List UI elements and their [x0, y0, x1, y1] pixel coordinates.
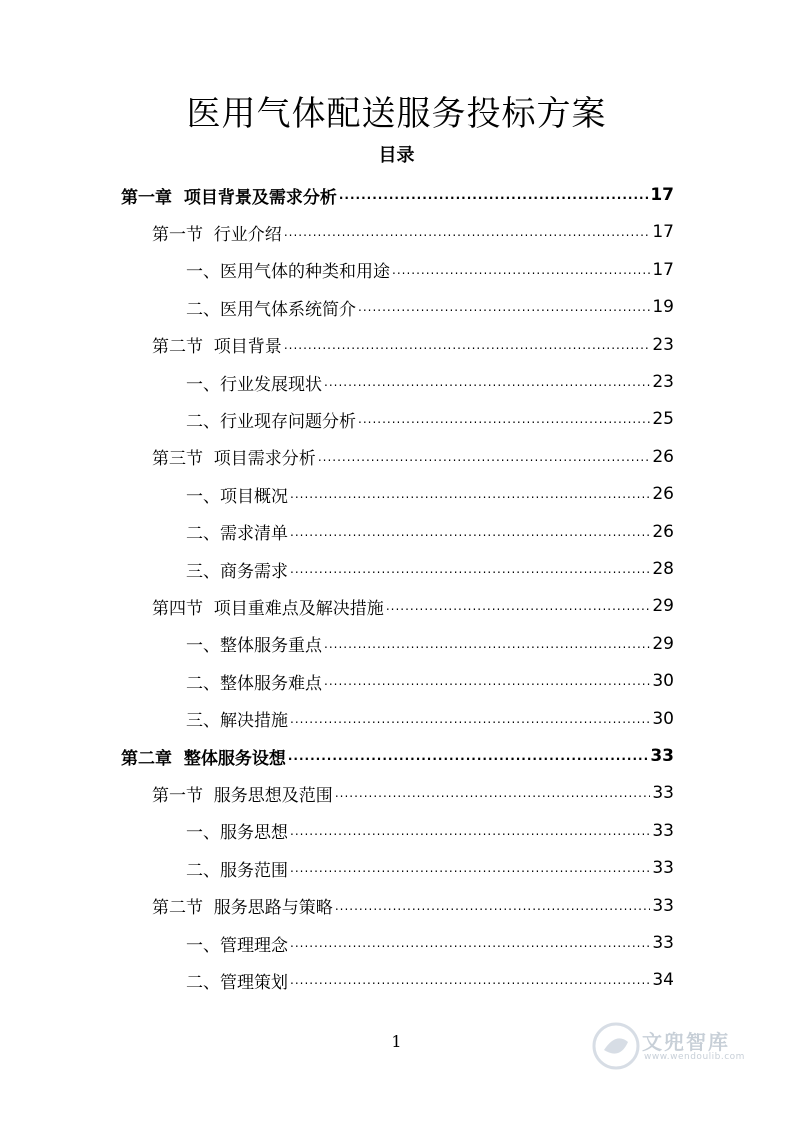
toc-entry-page: 29 [652, 633, 674, 654]
toc-entry-label: 二、医用气体系统简介 [186, 299, 356, 320]
toc-entry[interactable] [152, 779, 674, 807]
toc-dot-leader [335, 782, 651, 804]
toc-dot-leader [324, 633, 650, 655]
toc-dot-leader [386, 595, 651, 617]
toc-entry-page: 26 [652, 446, 674, 467]
watermark-url: www.wendoulib.com [644, 1052, 745, 1062]
watermark [590, 1020, 760, 1072]
toc-entry-label: 第二节 项目背景 [152, 337, 282, 358]
toc-entry[interactable] [186, 966, 674, 994]
toc-entry-label: 一、管理理念 [186, 935, 288, 956]
toc-entry[interactable] [186, 368, 674, 396]
toc-entry[interactable] [186, 256, 674, 284]
toc-entry-label: 第四节 项目重难点及解决措施 [152, 598, 384, 619]
toc-entry-label: 第一节 服务思想及范围 [152, 785, 333, 806]
toc-heading: 目录 [378, 145, 415, 166]
toc-entry-label: 二、整体服务难点 [186, 673, 322, 694]
toc-entry[interactable] [186, 630, 674, 658]
toc-entry[interactable] [152, 443, 674, 471]
toc-dot-leader [324, 371, 650, 393]
toc-entry-page: 33 [652, 783, 674, 804]
toc-entry-page: 30 [652, 671, 674, 692]
toc-entry-page: 34 [652, 970, 674, 991]
toc-entry-page: 25 [652, 409, 674, 430]
toc-entry-page: 17 [652, 259, 674, 280]
toc-entry[interactable] [121, 181, 674, 209]
toc-entry-label: 一、服务思想 [186, 823, 288, 844]
toc-entry[interactable] [152, 331, 674, 359]
toc-entry-label: 二、管理策划 [186, 972, 288, 993]
toc-entry[interactable] [186, 293, 674, 321]
toc-entry-page: 33 [652, 858, 674, 879]
toc-entry-label: 一、项目概况 [186, 486, 288, 507]
toc-entry-label: 第二节 服务思路与策略 [152, 898, 333, 919]
toc-entry[interactable] [186, 667, 674, 695]
toc-dot-leader [290, 483, 650, 505]
toc-entry-page: 33 [652, 820, 674, 841]
toc-dot-leader [290, 820, 650, 842]
toc-entry-label: 三、解决措施 [186, 711, 288, 732]
toc-entry[interactable] [152, 218, 674, 246]
toc-entry-label: 一、行业发展现状 [186, 374, 322, 395]
toc-entry-page: 23 [652, 334, 674, 355]
toc-entry-label: 第一节 行业介绍 [152, 224, 282, 245]
toc-entry-page: 19 [652, 297, 674, 318]
toc-dot-leader [290, 932, 650, 954]
toc-dot-leader [284, 334, 651, 356]
toc-dot-leader [392, 259, 650, 281]
toc-dot-leader [290, 857, 650, 879]
toc-entry[interactable] [186, 854, 674, 882]
toc-entry-page: 23 [652, 372, 674, 392]
toc-dot-leader [358, 296, 650, 318]
toc-dot-leader [318, 446, 651, 468]
toc-entry-label: 第二章 整体服务设想 [121, 748, 286, 769]
toc-dot-leader [290, 969, 650, 991]
toc-entry-label: 第一章 项目背景及需求分析 [121, 187, 337, 208]
watermark-brand: 文兜智库 [642, 1030, 730, 1054]
toc-dot-leader [335, 895, 651, 917]
toc-dot-leader [324, 670, 650, 692]
toc-entry-page: 17 [652, 222, 674, 243]
toc-entry-label: 一、整体服务重点 [186, 636, 322, 657]
toc-entry[interactable] [186, 817, 674, 845]
toc-entry-page: 30 [652, 708, 674, 729]
toc-dot-leader [290, 521, 650, 543]
toc-entry[interactable] [121, 742, 674, 770]
toc-entry[interactable] [152, 592, 674, 620]
toc-entry-label: 二、需求清单 [186, 524, 288, 545]
toc-entry[interactable] [186, 405, 674, 433]
toc-entry-page: 33 [650, 746, 674, 766]
toc-dot-leader [290, 558, 650, 580]
document-title: 医用气体配送服务投标方案 [186, 94, 607, 134]
toc-entry-page: 29 [652, 596, 674, 617]
page-number: 1 [391, 1032, 402, 1051]
toc-dot-leader [288, 745, 648, 767]
toc-entry-page: 26 [652, 521, 674, 542]
toc-entry-page: 26 [652, 484, 674, 505]
toc-entry-page: 28 [652, 559, 674, 579]
toc-dot-leader [290, 708, 650, 730]
toc-entry[interactable] [186, 555, 674, 583]
toc-entry[interactable] [186, 929, 674, 957]
toc-entry-label: 第三节 项目需求分析 [152, 449, 316, 470]
wendou-logo-icon [590, 1020, 642, 1072]
toc-entry[interactable] [186, 480, 674, 508]
toc-entry-label: 三、商务需求 [186, 561, 288, 582]
toc-entry-label: 二、服务范围 [186, 860, 288, 881]
toc-dot-leader [339, 184, 648, 206]
toc-entry-page: 33 [652, 895, 674, 916]
toc-entry-page: 17 [650, 185, 674, 205]
toc-dot-leader [358, 408, 650, 430]
toc-entry[interactable] [152, 892, 674, 920]
toc-entry[interactable] [186, 705, 674, 733]
toc-entry[interactable] [186, 518, 674, 546]
toc-entry-page: 33 [652, 933, 674, 953]
toc-entry-label: 二、行业现存问题分析 [186, 411, 356, 432]
toc-dot-leader [284, 221, 651, 243]
toc-entry-label: 一、医用气体的种类和用途 [186, 262, 390, 283]
